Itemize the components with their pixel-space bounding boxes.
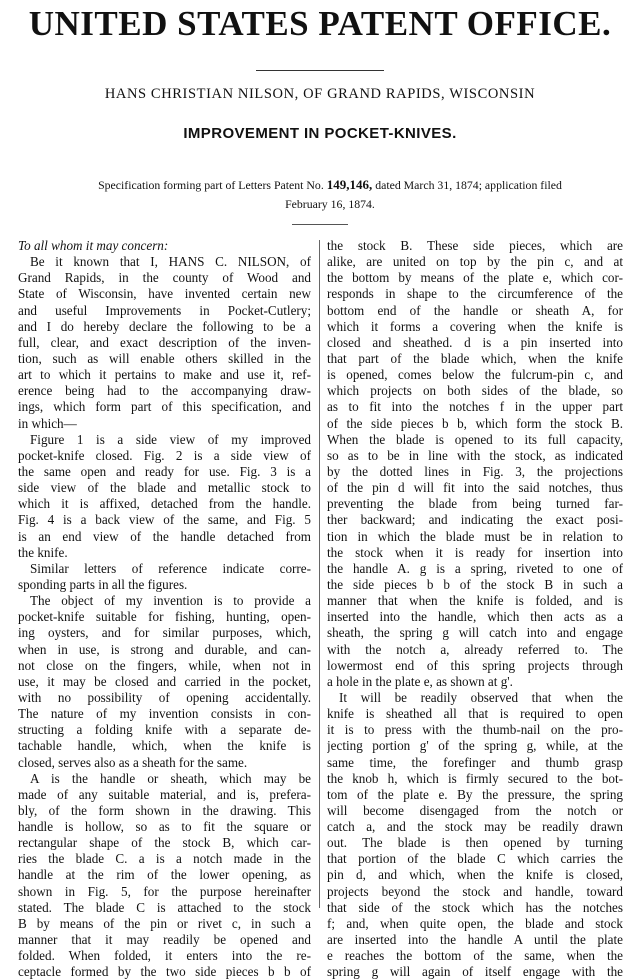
text-line: Be it known that I, HANS C. NILSON, of	[30, 254, 311, 270]
text-line: same time, the forefinger and thumb grasp	[327, 754, 623, 770]
text-line: of the side pieces b b, which form the stock B.	[327, 415, 623, 431]
text-line: ceptacle formed by the two side pieces b b of	[18, 964, 311, 980]
text-line: ther backward; and indicating the exact posi-	[327, 512, 623, 528]
patent-number: 149,146,	[326, 177, 373, 192]
office-title: UNITED STATES PATENT OFFICE.	[28, 4, 612, 43]
text-line: out. The blade is then opened by turning	[327, 835, 623, 851]
text-line: the bottom by means of the plate e, which cor-	[327, 270, 623, 286]
spec-filed-date: February 16, 1874.	[285, 197, 375, 211]
text-line: Fig. 4 is a back view of the same, and Fig. 5	[18, 512, 311, 528]
text-line: spring g will again of itself engage with the	[327, 964, 623, 980]
text-line: A is the handle or sheath, which may be	[30, 770, 311, 786]
text-line: To all whom it may concern:	[18, 238, 169, 253]
text-line: side view of the blade and metallic stock to	[18, 480, 311, 496]
text-line: tom of the plate e. By the pressure, the spring	[327, 786, 623, 802]
specification-line	[60, 175, 600, 214]
text-line: a hole in the plate e, as shown at g'.	[327, 673, 513, 689]
text-line: jecting portion g' of the spring g, while, at the	[327, 738, 623, 754]
text-line: knife is sheathed all that is required to open	[327, 706, 623, 722]
text-line: in which—	[18, 415, 77, 431]
text-line: manner that when the knife is folded, and is	[327, 593, 623, 609]
text-line: lowermost end of this spring projects through	[327, 657, 623, 673]
inventor-line: HANS CHRISTIAN NILSON, OF GRAND RAPIDS, WISCONSIN	[104, 86, 536, 102]
text-line: art to which it pertains to make and use it, ref-	[18, 367, 311, 383]
text-line: by the dotted lines in Fig. 3, the projections	[327, 463, 623, 479]
text-line: State of Wisconsin, have invented certain new	[18, 286, 311, 302]
text-line: It will be readily observed that when the	[339, 689, 623, 705]
text-line: the handle A. g is a spring, riveted to one of	[327, 560, 623, 576]
left-column	[18, 238, 311, 980]
text-line: projects beyond the stock and handle, toward	[327, 883, 623, 899]
text-line: made of any suitable material, and is, prefera-	[18, 786, 311, 802]
text-line: Grand Rapids, in the county of Wood and	[18, 270, 311, 286]
text-line: which it is affixed, detached from the handle.	[18, 496, 311, 512]
column-divider	[319, 240, 320, 908]
right-column	[327, 238, 623, 980]
text-line: the knife.	[18, 544, 68, 560]
text-line: that side of the stock which has the notches	[327, 899, 623, 915]
text-line: When the blade is opened to its full capacity,	[327, 431, 623, 447]
text-line: The nature of my invention consists in con-	[18, 706, 311, 722]
text-line: handle is hollow, so as to fit the square or	[18, 819, 311, 835]
text-line: e reaches the bottom of the same, when the	[327, 948, 623, 964]
text-line: which it forms a covering when the knife is	[327, 318, 623, 334]
text-line: of the pin d will fit into the said notches, thus	[327, 480, 623, 496]
text-line: closed, serves also as a sheath for the same.	[18, 754, 248, 770]
text-line: pocket-knife suitable for fishing, hunting, open-	[18, 609, 311, 625]
text-line: will become disengaged from the notch or	[327, 802, 623, 818]
text-line: handle at the rim of the lower opening, as	[18, 867, 311, 883]
text-line: is an end view of the handle detached from	[18, 528, 311, 544]
text-line: sponding parts in all the figures.	[18, 576, 188, 592]
text-line: with the notch a, already referred to. The	[327, 641, 623, 657]
text-line: shown in Fig. 5, for the purpose hereinafter	[18, 883, 311, 899]
text-line: the side pieces b b of the stock B in such a	[327, 576, 623, 592]
text-line: manner that it may readily be opened and	[18, 932, 311, 948]
text-line: catch a, and the stock may be readily drawn	[327, 819, 623, 835]
text-line: the knob h, which is firmly secured to the bot-	[327, 770, 623, 786]
text-line: tion in which the blade must be in relation to	[327, 528, 623, 544]
text-line: structing a folding knife with a separate de-	[18, 722, 311, 738]
text-line: folded. When folded, it enters into the re-	[18, 948, 311, 964]
text-line: tachable handle, which, when the knife is	[18, 738, 311, 754]
text-line: it is to press with the thumb-nail on the pro-	[327, 722, 623, 738]
spec-prefix: Specification forming part of Letters Patent No.	[98, 178, 324, 192]
text-line: use, it may be closed and carried in the pocket,	[18, 673, 311, 689]
text-line: f; and, when quite open, the blade and stock	[327, 915, 623, 931]
text-line: that part of the blade which, when the knife	[327, 350, 623, 366]
text-line: ings, which form part of this specification, and	[18, 399, 311, 415]
text-line: are inserted into the handle A until the plate	[327, 932, 623, 948]
title-rule	[256, 70, 384, 71]
text-line: that portion of the blade C which carries the	[327, 851, 623, 867]
improvement-title: IMPROVEMENT IN POCKET-KNIVES.	[183, 125, 457, 142]
text-line: and useful Improvements in Pocket-Cutlery;	[18, 302, 311, 318]
text-line: alike, are united on top by the pin c, and at	[327, 254, 623, 270]
text-line: bly, of the form shown in the drawing. This	[18, 802, 311, 818]
text-line: sheath, the spring g will catch into and engage	[327, 625, 623, 641]
text-line: and I do hereby declare the following to be a	[18, 318, 311, 334]
text-line: Similar letters of reference indicate corre-	[30, 560, 311, 576]
text-line: the stock when it is ready for insertion into	[327, 544, 623, 560]
text-line: is opened, comes below the fulcrum-pin c, and	[327, 367, 623, 383]
text-line: with no possibility of opening accidentally.	[18, 689, 311, 705]
text-line: ing oysters, and for similar purposes, which,	[18, 625, 311, 641]
text-line: the same open and ready for use. Fig. 3 is a	[18, 463, 311, 479]
text-line: pin d, and which, when the knife is closed,	[327, 867, 623, 883]
text-line: erence being had to the accompanying draw-	[18, 383, 311, 399]
text-line: The object of my invention is to provide a	[30, 593, 311, 609]
spec-suffix: dated March 31, 1874; application filed	[375, 178, 562, 192]
text-line: as to fit into the notches f in the upper part	[327, 399, 623, 415]
text-line: tion, such as will enable others skilled in the	[18, 350, 311, 366]
text-line: not close on the fingers, while, when not in	[18, 657, 311, 673]
text-line: pocket-knife closed. Fig. 2 is a side view of	[18, 447, 311, 463]
text-line: bottom end of the handle or sheath A, for	[327, 302, 623, 318]
text-line: stated. The blade C is attached to the stock	[18, 899, 311, 915]
spec-rule	[292, 224, 348, 225]
text-line: when in use, is strong and durable, and can-	[18, 641, 311, 657]
text-line: B by means of the pin or rivet c, in such a	[18, 915, 311, 931]
text-line: which projects on both sides of the blade, so	[327, 383, 623, 399]
text-line: preventing the blade from being turned far-	[327, 496, 623, 512]
text-line: closed and sheathed. d is a pin inserted into	[327, 334, 623, 350]
text-line: the stock B. These side pieces, which are	[327, 238, 623, 253]
text-line: full, clear, and exact description of the inven-	[18, 334, 311, 350]
text-line: so as to be in line with the stock, as indicated	[327, 447, 623, 463]
text-line: Figure 1 is a side view of my improved	[30, 431, 311, 447]
text-line: rectangular shape of the stock B, which car-	[18, 835, 311, 851]
text-line: ries the blade C. a is a notch made in the	[18, 851, 311, 867]
text-line: inserted into the handle, which then acts as a	[327, 609, 623, 625]
text-line: responds in shape to the circumference of the	[327, 286, 623, 302]
